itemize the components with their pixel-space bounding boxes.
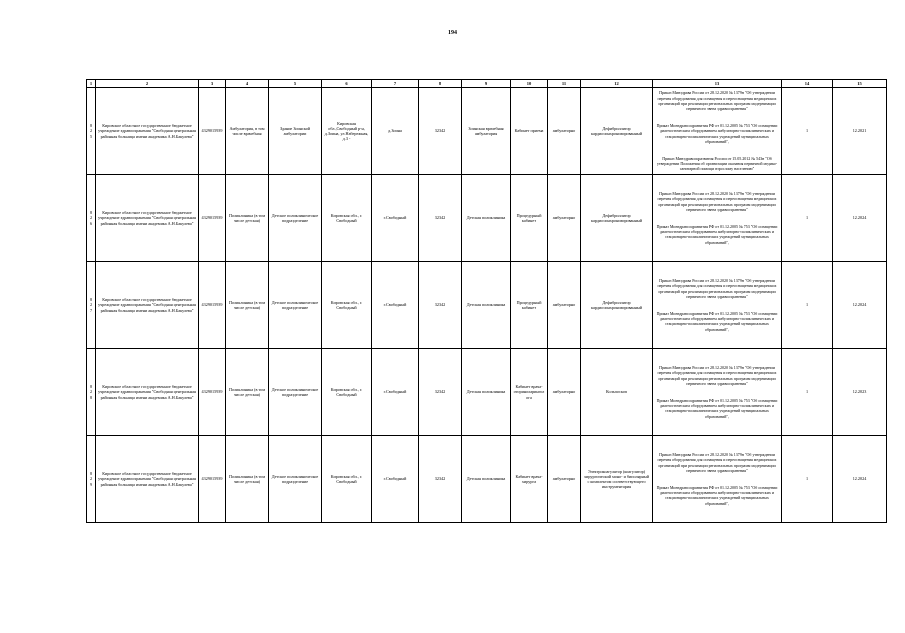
quantity: 1 bbox=[782, 436, 833, 523]
care-form: амбулаторно bbox=[548, 436, 581, 523]
address: Кировская обл., г. Свободный bbox=[322, 436, 372, 523]
facility-type: Поликлиника (в том числе детская) bbox=[226, 436, 269, 523]
legal-basis bbox=[653, 88, 782, 175]
locality: г.Свободный bbox=[372, 349, 419, 436]
facility-type: Поликлиника (в том числе детская) bbox=[226, 175, 269, 262]
row-number: 828 bbox=[87, 349, 96, 436]
organization-name: Кировское областное государственное бюджетное учреждение здравоохранения "Свободная центральная районная больница имени академика А.Н.Бакулева" bbox=[96, 175, 199, 262]
deadline: 12.2021 bbox=[833, 88, 887, 175]
column-header: 14 bbox=[782, 80, 833, 88]
column-header: 4 bbox=[226, 80, 269, 88]
room: Кабинет врача-оториноларинголога bbox=[511, 349, 548, 436]
equipment-name: Дефибриллятор кардиосинхронизированный bbox=[581, 262, 653, 349]
column-header: 1 bbox=[87, 80, 96, 88]
deadline: 12.2024 bbox=[833, 175, 887, 262]
column-header: 15 bbox=[833, 80, 887, 88]
building-name: Детское поликлиническое подразделение bbox=[269, 349, 322, 436]
order-text: Приказ Минздрава России от 28.12.2020 № 1379н "Об утверждении перечня оборудования для оснащения и переоснащения медицинских организаций при реализации региональных программ модернизации первичного звена здравоохранения" bbox=[657, 191, 777, 212]
row-number: 826 bbox=[87, 175, 96, 262]
department: Детская поликлиника bbox=[462, 436, 511, 523]
code: 32342 bbox=[419, 88, 462, 175]
locality: д.Зоина bbox=[372, 88, 419, 175]
column-header: 10 bbox=[511, 80, 548, 88]
order-text: Приказ Минздрава России от 28.12.2020 № 1379н "Об утверждении перечня оборудования для оснащения и переоснащения медицинских организаций при реализации региональных программ модернизации первичного звена здравоохранения" bbox=[657, 452, 777, 473]
column-header: 5 bbox=[269, 80, 322, 88]
organization-name: Кировское областное государственное бюджетное учреждение здравоохранения "Свободная центральная районная больница имени академика А.Н.Бакулева" bbox=[96, 262, 199, 349]
organization-name: Кировское областное государственное бюджетное учреждение здравоохранения "Свободная центральная районная больница имени академика А.Н.Бакулева" bbox=[96, 88, 199, 175]
order-text: Приказ Минздравсоцразвития РФ от 01.12.2005 № 753 "Об оснащении диагностическим оборудованием амбулаторно-поликлинических и стационарно-поликлинических учреждений муниципальных образований", bbox=[656, 123, 778, 144]
table-row bbox=[87, 262, 887, 349]
locality: г.Свободный bbox=[372, 262, 419, 349]
quantity: 1 bbox=[782, 349, 833, 436]
table-row bbox=[87, 88, 887, 175]
code: 32342 bbox=[419, 349, 462, 436]
equipment-name: Электрокоагулятор (коагулятор) хирургический моно- и биполярный с комплектом соответствующего инструментария bbox=[581, 436, 653, 523]
order-text: Приказ Минздрава России от 28.12.2020 № 1379н "Об утверждении перечня оборудования для оснащения и переоснащения медицинских организаций при реализации региональных программ модернизации первичного звена здравоохранения" bbox=[657, 278, 777, 299]
inn: 4329015939 bbox=[199, 436, 226, 523]
equipment-name: Кольпоскоп bbox=[581, 349, 653, 436]
deadline: 12.2024 bbox=[833, 262, 887, 349]
quantity: 1 bbox=[782, 175, 833, 262]
building-name: Детское поликлиническое подразделение bbox=[269, 175, 322, 262]
legal-basis bbox=[653, 349, 782, 436]
column-header: 7 bbox=[372, 80, 419, 88]
order-text: Приказ Минздрава России от 28.12.2020 № 1379н "Об утверждении перечня оборудования для оснащения и переоснащения медицинских организаций при реализации региональных программ модернизации первичного звена здравоохранения" bbox=[657, 90, 777, 112]
building-name: Здание Зоинской амбулатории bbox=[269, 88, 322, 175]
inn: 4329015939 bbox=[199, 175, 226, 262]
column-header: 6 bbox=[322, 80, 372, 88]
equipment-registry-table bbox=[86, 79, 887, 523]
equipment-name: Дефибриллятор кардиосинхронизированный bbox=[581, 175, 653, 262]
column-header: 13 bbox=[653, 80, 782, 88]
room: Кабинет врача-хирурга bbox=[511, 436, 548, 523]
row-number: 825 bbox=[87, 88, 96, 175]
address: Кировская обл.,Свободный р-н, д.Зоина, ул.Набережная, д.3 - bbox=[322, 88, 372, 175]
inn: 4329015939 bbox=[199, 262, 226, 349]
order-text: Приказ Минздрава России от 28.12.2020 № 1379н "Об утверждении перечня оборудования для оснащения и переоснащения медицинских организаций при реализации региональных программ модернизации первичного звена здравоохранения" bbox=[657, 365, 777, 386]
order-text: Приказ Минздравсоцразвития РФ от 01.12.2005 № 753 "Об оснащении диагностическим оборудованием амбулаторно-поликлинических и стационарно-поликлинических учреждений муниципальных образований", bbox=[656, 311, 778, 332]
care-form: амбулаторно bbox=[548, 88, 581, 175]
order-text: Приказ Минздравсоцразвития РФ от 01.12.2005 № 753 "Об оснащении диагностическим оборудованием амбулаторно-поликлинических и стационарно-поликлинических учреждений муниципальных образований", bbox=[656, 224, 778, 245]
address: Кировская обл., г. Свободный bbox=[322, 175, 372, 262]
inn: 4329015939 bbox=[199, 349, 226, 436]
deadline: 12.2024 bbox=[833, 436, 887, 523]
table-row bbox=[87, 175, 887, 262]
room: Процедурный кабинет bbox=[511, 262, 548, 349]
department: Зоинская врачебная амбулатория bbox=[462, 88, 511, 175]
room: Кабинет приема bbox=[511, 88, 548, 175]
department: Детская поликлиника bbox=[462, 349, 511, 436]
column-header: 3 bbox=[199, 80, 226, 88]
equipment-name: Дефибриллятор кардиосинхронизированный bbox=[581, 88, 653, 175]
care-form: амбулаторно bbox=[548, 349, 581, 436]
quantity: 1 bbox=[782, 262, 833, 349]
locality: г.Свободный bbox=[372, 436, 419, 523]
order-text: Приказ Минздравсоцразвития России от 15.05.2012 № 543н "Об утверждении Положения об организации оказания первичной медико-санитарной помощи взрослому населению" bbox=[656, 155, 778, 172]
row-number: 829 bbox=[87, 436, 96, 523]
header-row bbox=[87, 80, 887, 88]
facility-type: Амбулатория, в том числе врачебная bbox=[226, 88, 269, 175]
code: 32342 bbox=[419, 262, 462, 349]
table-row bbox=[87, 349, 887, 436]
building-name: Детское поликлиническое подразделение bbox=[269, 436, 322, 523]
code: 32342 bbox=[419, 436, 462, 523]
column-header: 11 bbox=[548, 80, 581, 88]
organization-name: Кировское областное государственное бюджетное учреждение здравоохранения "Свободная центральная районная больница имени академика А.Н.Бакулева" bbox=[96, 349, 199, 436]
column-header: 2 bbox=[96, 80, 199, 88]
column-header: 8 bbox=[419, 80, 462, 88]
department: Детская поликлиника bbox=[462, 262, 511, 349]
locality: г.Свободный bbox=[372, 175, 419, 262]
department: Детская поликлиника bbox=[462, 175, 511, 262]
column-header: 12 bbox=[581, 80, 653, 88]
code: 32342 bbox=[419, 175, 462, 262]
table-row bbox=[87, 436, 887, 523]
row-number: 827 bbox=[87, 262, 96, 349]
page-number: 194 bbox=[448, 30, 457, 36]
facility-type: Поликлиника (в том числе детская) bbox=[226, 349, 269, 436]
care-form: амбулаторно bbox=[548, 262, 581, 349]
order-text: Приказ Минздравсоцразвития РФ от 01.12.2005 № 753 "Об оснащении диагностическим оборудованием амбулаторно-поликлинических и стационарно-поликлинических учреждений муниципальных образований", bbox=[656, 398, 778, 419]
facility-type: Поликлиника (в том числе детская) bbox=[226, 262, 269, 349]
order-text: Приказ Минздравсоцразвития РФ от 01.12.2005 № 753 "Об оснащении диагностическим оборудованием амбулаторно-поликлинических и стационарно-поликлинических учреждений муниципальных образований", bbox=[656, 485, 778, 506]
legal-basis bbox=[653, 436, 782, 523]
legal-basis bbox=[653, 262, 782, 349]
building-name: Детское поликлиническое подразделение bbox=[269, 262, 322, 349]
organization-name: Кировское областное государственное бюджетное учреждение здравоохранения "Свободная центральная районная больница имени академика А.Н.Бакулева" bbox=[96, 436, 199, 523]
inn: 4329015939 bbox=[199, 88, 226, 175]
legal-basis bbox=[653, 175, 782, 262]
room: Процедурный кабинет bbox=[511, 175, 548, 262]
care-form: амбулаторно bbox=[548, 175, 581, 262]
address: Кировская обл., г. Свободный bbox=[322, 262, 372, 349]
column-header: 9 bbox=[462, 80, 511, 88]
address: Кировская обл., г. Свободный bbox=[322, 349, 372, 436]
deadline: 12.2023 bbox=[833, 349, 887, 436]
quantity: 1 bbox=[782, 88, 833, 175]
